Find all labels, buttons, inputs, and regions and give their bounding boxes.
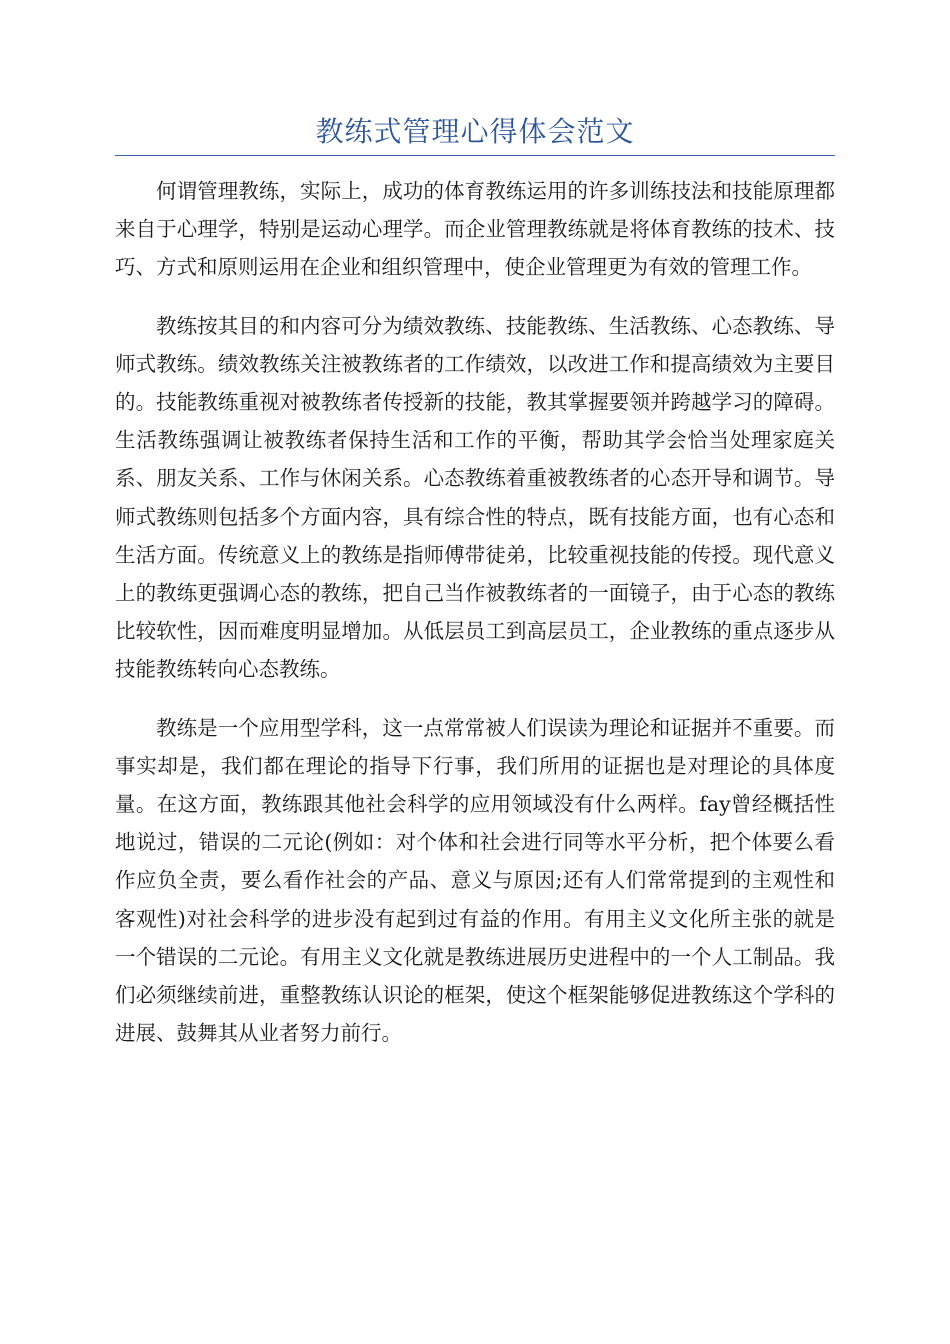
title-underline: [115, 155, 835, 156]
paragraph-2: 教练按其目的和内容可分为绩效教练、技能教练、生活教练、心态教练、导师式教练。绩效教练关注被教练者的工作绩效，以改进工作和提高绩效为主要目的。技能教练重视对被教练者传授新的技能，教其掌握要领并跨越学习的障碍。生活教练强调让被教练者保持生活和工作的平衡，帮助其学会恰当处理家庭关系、朋友关系、工作与休闲关系。心态教练着重被教练者的心态开导和调节。导师式教练则包括多个方面内容，具有综合性的特点，既有技能方面，也有心态和生活方面。传统意义上的教练是指师傅带徒弟，比较重视技能的传授。现代意义上的教练更强调心态的教练，把自己当作被教练者的一面镜子，由于心态的教练比较软性，因而难度明显增加。从低层员工到高层员工，企业教练的重点逐步从技能教练转向心态教练。: [115, 313, 835, 682]
paragraph-3: 教练是一个应用型学科，这一点常常被人们误读为理论和证据并不重要。而事实却是，我们都在理论的指导下行事，我们所用的证据也是对理论的具体度量。在这方面，教练跟其他社会科学的应用领域没有什么两样。fay曾经概括性地说过，错误的二元论(例如：对个体和社会进行同等水平分析，把个体要么看作应负全责，要么看作社会的产品、意义与原因;还有人们常常提到的主观性和客观性)对社会科学的进步没有起到过有益的作用。有用主义文化所主张的就是一个错误的二元论。有用主义文化就是教练进展历史进程中的一个人工制品。我们必须继续前进，重整教练认识论的框架，使这个框架能够促进教练这个学科的进展、鼓舞其从业者努力前行。: [115, 715, 835, 1046]
paragraph-1: 何谓管理教练，实际上，成功的体育教练运用的许多训练技法和技能原理都来自于心理学，特别是运动心理学。而企业管理教练就是将体育教练的技术、技巧、方式和原则运用在企业和组织管理中，使企业管理更为有效的管理工作。: [115, 179, 835, 280]
document-body: [115, 172, 835, 1072]
document-title: 教练式管理心得体会范文: [315, 115, 635, 148]
